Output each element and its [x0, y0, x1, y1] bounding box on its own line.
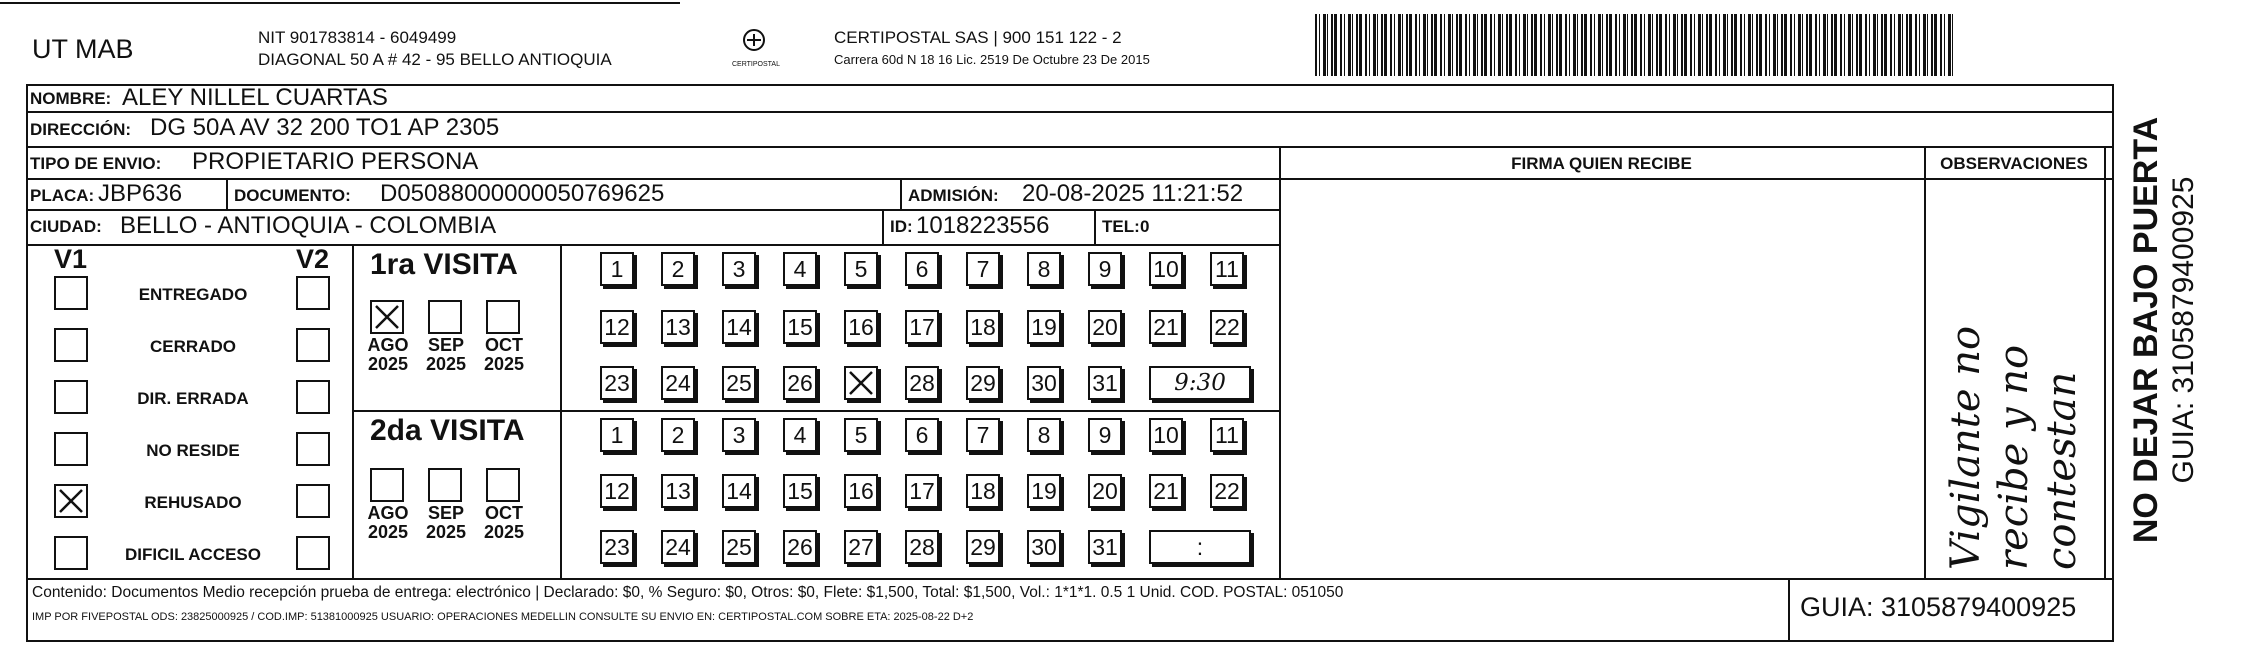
- month-name: OCT: [485, 335, 523, 355]
- day-box[interactable]: 15: [783, 310, 817, 344]
- company-name: CERTIPOSTAL SAS | 900 151 122 - 2: [834, 28, 1122, 47]
- day-box[interactable]: 5: [844, 418, 878, 452]
- sender-address: DIAGONAL 50 A # 42 - 95 BELLO ANTIOQUIA: [258, 50, 612, 69]
- v1-checkbox[interactable]: [54, 380, 88, 414]
- month-checkbox[interactable]: [486, 300, 520, 334]
- day-box[interactable]: 23: [600, 530, 634, 564]
- day-box[interactable]: 12: [600, 474, 634, 508]
- month-name: OCT: [485, 503, 523, 523]
- barcode: [1315, 14, 1955, 76]
- month-name: AGO: [367, 503, 409, 523]
- month-label: [418, 336, 474, 374]
- day-box[interactable]: 27: [844, 530, 878, 564]
- sender-nit: NIT 901783814 - 6049499: [258, 28, 457, 47]
- month-name: SEP: [427, 503, 465, 523]
- v1-checkbox[interactable]: [54, 276, 88, 310]
- day-box[interactable]: 28: [905, 530, 939, 564]
- month-name: AGO: [367, 335, 409, 355]
- status-label: DIR. ERRADA: [137, 389, 249, 408]
- month-checkbox[interactable]: [428, 300, 462, 334]
- cell-divider: [882, 209, 884, 244]
- row-line: [26, 578, 2114, 580]
- v2-checkbox[interactable]: [296, 536, 330, 570]
- day-box[interactable]: 1: [600, 252, 634, 286]
- day-box[interactable]: 6: [905, 418, 939, 452]
- footer-line1: Contenido: Documentos Medio recepción prueba de entrega: electrónico | Declarado: $0, % Seguro: $0, Otros: $0, Flete: $1,500, Total: $1,500, Vol.: 1*1*1. 0.5 1 Unid. COD. POSTAL: 051050: [32, 584, 1344, 601]
- first-visit-title: 1ra VISITA: [370, 248, 518, 281]
- day-box[interactable]: 15: [783, 474, 817, 508]
- firma-divider: [1279, 146, 1281, 578]
- visit-divider: [352, 410, 1279, 412]
- day-box[interactable]: 5: [844, 252, 878, 286]
- day-box[interactable]: 4: [783, 252, 817, 286]
- day-box[interactable]: 31: [1088, 530, 1122, 564]
- side-divider: [2104, 146, 2106, 578]
- tipo-label: TIPO DE ENVIO:: [30, 154, 162, 173]
- day-box[interactable]: 1: [600, 418, 634, 452]
- direccion-label: DIRECCIÓN:: [30, 120, 132, 139]
- observation-line: recibe y no: [1991, 344, 2037, 570]
- ciudad-label: CIUDAD:: [30, 217, 102, 236]
- v2-checkbox[interactable]: [296, 328, 330, 362]
- v2-checkbox[interactable]: [296, 380, 330, 414]
- day-box[interactable]: 7: [966, 418, 1000, 452]
- day-box[interactable]: 14: [722, 474, 756, 508]
- day-box[interactable]: 6: [905, 252, 939, 286]
- no-dejar-warning: NO DEJAR BAJO PUERTA: [2127, 116, 2165, 544]
- ciudad-value: BELLO - ANTIOQUIA - COLOMBIA: [120, 212, 497, 239]
- observaciones-header: OBSERVACIONES: [1940, 154, 2088, 173]
- v1-checkbox[interactable]: [54, 536, 88, 570]
- documento-value: D05088000000050769625: [380, 180, 665, 207]
- v1-checkbox[interactable]: [54, 484, 88, 518]
- second-visit-title: 2da VISITA: [370, 414, 525, 447]
- cell-divider: [900, 178, 902, 209]
- sender-name: UT MAB: [32, 34, 134, 64]
- day-box[interactable]: 13: [661, 310, 695, 344]
- day-box[interactable]: 30: [1027, 530, 1061, 564]
- tel-label: TEL:: [1102, 217, 1140, 236]
- v2-checkbox[interactable]: [296, 432, 330, 466]
- day-box[interactable]: 12: [600, 310, 634, 344]
- tipo-value: PROPIETARIO PERSONA: [192, 148, 479, 175]
- observation-line: contestan: [2039, 371, 2085, 570]
- v2-checkbox[interactable]: [296, 484, 330, 518]
- row-line: [26, 209, 1279, 211]
- day-box[interactable]: 31: [1088, 366, 1122, 400]
- observation-line: Vigilante no: [1943, 325, 1989, 570]
- status-label: NO RESIDE: [146, 441, 240, 460]
- month-year: 2025: [367, 522, 409, 542]
- day-box[interactable]: 3: [722, 418, 756, 452]
- day-box[interactable]: 22: [1210, 474, 1244, 508]
- v2-label: V2: [296, 244, 330, 274]
- day-box[interactable]: 8: [1027, 252, 1061, 286]
- v1-label: V1: [54, 244, 88, 274]
- day-box[interactable]: 22: [1210, 310, 1244, 344]
- placa-value: JBP636: [98, 180, 183, 207]
- footer-divider: [1788, 578, 1790, 642]
- nombre-value: ALEY NILLEL CUARTAS: [122, 84, 388, 111]
- day-box[interactable]: 8: [1027, 418, 1061, 452]
- month-label: [360, 504, 416, 542]
- status-label: CERRADO: [150, 337, 236, 356]
- day-box[interactable]: 28: [905, 366, 939, 400]
- nombre-label: NOMBRE:: [30, 89, 112, 108]
- day-box[interactable]: 10: [1149, 252, 1183, 286]
- day-box[interactable]: 17: [905, 310, 939, 344]
- day-box[interactable]: 7: [966, 252, 1000, 286]
- month-year: 2025: [367, 354, 409, 374]
- cell-divider: [226, 178, 228, 209]
- day-box[interactable]: 13: [661, 474, 695, 508]
- time-box[interactable]: 9:30: [1149, 366, 1251, 400]
- day-box[interactable]: 11: [1210, 418, 1244, 452]
- day-box[interactable]: 16: [844, 474, 878, 508]
- month-label: [476, 504, 532, 542]
- day-box[interactable]: 26: [783, 366, 817, 400]
- month-checkbox[interactable]: [486, 468, 520, 502]
- day-box[interactable]: 24: [661, 530, 695, 564]
- placa-label: PLACA:: [30, 186, 95, 205]
- day-box[interactable]: 4: [783, 418, 817, 452]
- day-box[interactable]: 26: [783, 530, 817, 564]
- documento-label: DOCUMENTO:: [234, 186, 351, 205]
- status-label: DIFICIL ACCESO: [124, 545, 261, 564]
- day-box[interactable]: 16: [844, 310, 878, 344]
- month-year: 2025: [425, 522, 467, 542]
- cell-divider: [1094, 209, 1096, 244]
- day-box[interactable]: 19: [1027, 310, 1061, 344]
- top-edge-line: [0, 2, 680, 4]
- id-value: 1018223556: [916, 212, 1050, 239]
- day-box[interactable]: 29: [966, 530, 1000, 564]
- day-box[interactable]: 21: [1149, 474, 1183, 508]
- day-box[interactable]: 9: [1088, 252, 1122, 286]
- day-box[interactable]: 2: [661, 252, 695, 286]
- day-box[interactable]: 21: [1149, 310, 1183, 344]
- month-label: [476, 336, 532, 374]
- tel-value: 0: [1140, 217, 1150, 236]
- day-box[interactable]: 30: [1027, 366, 1061, 400]
- v1-checkbox[interactable]: [54, 328, 88, 362]
- month-checkbox[interactable]: [428, 468, 462, 502]
- day-box[interactable]: 20: [1088, 310, 1122, 344]
- day-box[interactable]: 29: [966, 366, 1000, 400]
- month-label: [418, 504, 474, 542]
- v2-checkbox[interactable]: [296, 276, 330, 310]
- month-checkbox[interactable]: [370, 300, 404, 334]
- direccion-value: DG 50A AV 32 200 TO1 AP 2305: [150, 114, 500, 141]
- row-line: [26, 244, 1279, 246]
- month-name: SEP: [427, 335, 465, 355]
- certipostal-logo: [732, 28, 780, 68]
- day-box[interactable]: 14: [722, 310, 756, 344]
- month-year: 2025: [425, 354, 467, 374]
- month-year: 2025: [483, 354, 525, 374]
- firma-header: FIRMA QUIEN RECIBE: [1511, 154, 1692, 173]
- month-year: 2025: [483, 522, 525, 542]
- company-license: Carrera 60d N 18 16 Lic. 2519 De Octubre 23 De 2015: [834, 52, 1150, 67]
- day-box[interactable]: [844, 366, 878, 400]
- admision-label: ADMISIÓN:: [908, 186, 999, 205]
- day-box[interactable]: 23: [600, 366, 634, 400]
- day-box[interactable]: 18: [966, 474, 1000, 508]
- day-box[interactable]: 2: [661, 418, 695, 452]
- day-box[interactable]: 19: [1027, 474, 1061, 508]
- side-guia: GUIA: 3105879400925: [2167, 176, 2200, 484]
- day-box[interactable]: 11: [1210, 252, 1244, 286]
- month-checkbox[interactable]: [370, 468, 404, 502]
- status-label: ENTREGADO: [138, 285, 248, 304]
- observaciones-handwriting: [1924, 180, 2104, 578]
- day-box[interactable]: 24: [661, 366, 695, 400]
- day-box[interactable]: 10: [1149, 418, 1183, 452]
- day-box[interactable]: 9: [1088, 418, 1122, 452]
- day-box[interactable]: 25: [722, 366, 756, 400]
- status-label: REHUSADO: [144, 493, 242, 512]
- day-box[interactable]: 17: [905, 474, 939, 508]
- side-text: [2114, 80, 2214, 580]
- day-box[interactable]: 18: [966, 310, 1000, 344]
- time-box[interactable]: :: [1149, 530, 1251, 564]
- day-box[interactable]: 3: [722, 252, 756, 286]
- day-box[interactable]: 25: [722, 530, 756, 564]
- footer-guia: GUIA: 3105879400925: [1800, 592, 2077, 622]
- logo-text: CERTIPOSTAL: [732, 61, 780, 68]
- day-box[interactable]: 20: [1088, 474, 1122, 508]
- footer-line2: IMP POR FIVEPOSTAL ODS: 23825000925 / COD.IMP: 51381000925 USUARIO: OPERACIONES MEDELLIN CONSULTE SU ENVIO EN: CERTIPOSTAL.COM SOBRE ETA: 2025-08-22 D+2: [32, 611, 974, 623]
- v1-checkbox[interactable]: [54, 432, 88, 466]
- admision-value: 20-08-2025 11:21:52: [1022, 180, 1244, 207]
- id-label: ID:: [890, 217, 913, 236]
- month-label: [360, 336, 416, 374]
